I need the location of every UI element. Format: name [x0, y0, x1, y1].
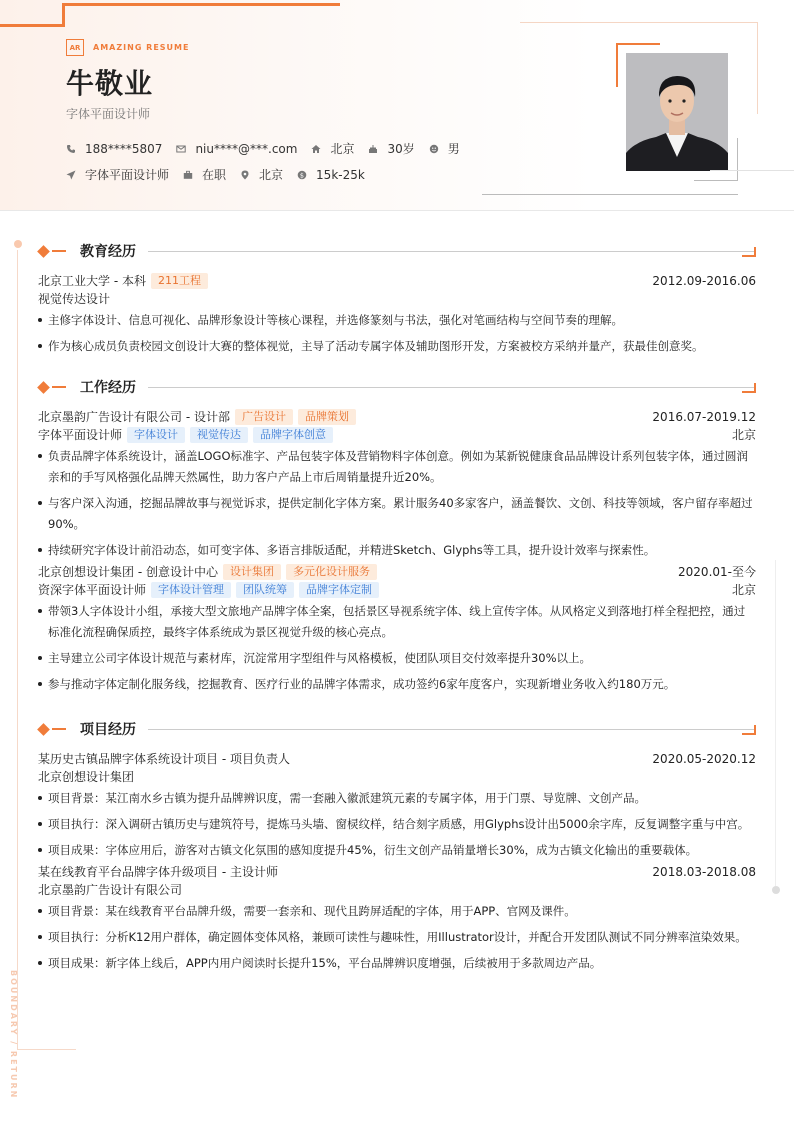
home-icon	[311, 144, 321, 154]
status-text: 在职	[202, 168, 227, 182]
phone-icon	[66, 144, 76, 154]
company-name: 北京创想设计集团 - 创意设计中心	[38, 565, 218, 579]
section-dash	[52, 250, 66, 252]
project-header	[38, 750, 756, 768]
job-header	[38, 408, 756, 426]
header-accent-line	[62, 3, 340, 6]
section-corner	[742, 725, 756, 735]
project-header	[38, 863, 756, 881]
city-text: 北京	[330, 142, 355, 156]
section-rule	[148, 387, 756, 388]
role-tag: 团队统筹	[236, 582, 294, 598]
role-tag: 品牌字体定制	[299, 582, 379, 598]
ar-logo: AR	[66, 39, 84, 56]
major: 视觉传达设计	[38, 292, 111, 306]
right-deco-line	[775, 560, 776, 886]
list-item: 项目成果：字体应用后，游客对古镇文化氛围的感知度提升45%，衍生文创产品销量增长30%，成为古镇文化输出的重要载体。	[38, 840, 756, 861]
company-name: 北京墨韵广告设计有限公司 - 设计部	[38, 410, 230, 424]
job-role: 字体平面设计师	[38, 428, 123, 442]
section-dash	[52, 386, 66, 388]
job-bullets	[38, 601, 756, 695]
role-tag: 字体设计	[127, 427, 185, 443]
cake-icon	[368, 144, 378, 154]
mail-icon	[176, 144, 186, 154]
send-icon	[66, 170, 76, 180]
info-phone	[66, 142, 162, 156]
project-name: 某历史古镇品牌字体系统设计项目 - 项目负责人	[38, 752, 290, 766]
svg-text:$: $	[299, 170, 305, 179]
candidate-name: 牛敬业	[66, 67, 154, 100]
list-item: 主导建立公司字体设计规范与素材库，沉淀常用字型组件与风格模板，使团队项目交付效率提升30%以上。	[38, 648, 756, 669]
section-title: 教育经历	[80, 244, 136, 260]
header-accent-line	[62, 3, 65, 27]
role-tag: 视觉传达	[190, 427, 248, 443]
info-city	[311, 140, 354, 157]
project-bullets	[38, 788, 756, 861]
section-header	[38, 377, 756, 397]
photo-deco-line	[694, 180, 738, 181]
list-item: 参与推动字体定制化服务线，挖掘教育、医疗行业的品牌字体需求，成功签约6家年度客户，实现新增业务收入约180万元。	[38, 674, 756, 695]
company-tag: 广告设计	[235, 409, 293, 425]
education-major-row	[38, 290, 756, 308]
info-location	[240, 166, 283, 183]
brand-text: AMAZING RESUME	[93, 43, 190, 52]
list-item: 项目背景：某江南水乡古镇为提升品牌辨识度，需一套融入徽派建筑元素的专属字体，用于门票、导览牌、文创产品。	[38, 788, 756, 809]
work-section	[38, 377, 756, 695]
school-tag: 211工程	[151, 273, 208, 289]
list-item: 项目背景：某在线教育平台品牌升级，需要一套亲和、现代且跨屏适配的字体，用于APP、官网及课件。	[38, 901, 756, 922]
gender-icon	[429, 144, 439, 154]
project-date: 2020.05-2020.12	[652, 752, 756, 766]
info-position	[66, 166, 169, 183]
location-text: 北京	[259, 168, 284, 182]
age-text: 30岁	[387, 142, 415, 156]
side-deco-text: BOUNDARY / RETURN	[9, 970, 18, 1100]
job-header	[38, 563, 756, 581]
section-dash	[52, 728, 66, 730]
education-date: 2012.09-2016.06	[652, 274, 756, 288]
project-org-row	[38, 768, 756, 786]
brand-badge	[66, 39, 189, 56]
role-tag: 品牌字体创意	[253, 427, 333, 443]
list-item: 持续研究字体设计前沿动态，如可变字体、多语言排版适配，并精进Sketch、Glyphs等工具，提升设计效率与探索性。	[38, 540, 756, 561]
project-org-row	[38, 881, 756, 899]
section-corner	[742, 247, 756, 257]
right-deco-dot	[772, 886, 780, 894]
section-header	[38, 241, 756, 261]
candidate-title: 字体平面设计师	[66, 107, 151, 121]
position-text: 字体平面设计师	[85, 168, 170, 182]
salary-icon	[297, 170, 307, 180]
diamond-icon	[37, 723, 50, 736]
side-deco-line	[17, 1049, 76, 1050]
header-deco-line	[757, 22, 758, 114]
company-tag: 品牌策划	[298, 409, 356, 425]
list-item: 带领3人字体设计小组，承接大型文旅地产品牌字体全案，包括景区导视系统字体、线上宣传字体。从风格定义到落地打样全程把控，通过标准化流程确保质控，最终字体系统成为景区视觉升级的核心亮点。	[38, 601, 756, 643]
job-intent-row	[66, 166, 379, 183]
list-item: 作为核心成员负责校园文创设计大赛的整体视觉，主导了活动专属字体及辅助图形开发，方案被校方采纳并量产，获最佳创意奖。	[38, 336, 756, 357]
job-city: 北京	[731, 428, 756, 442]
section-title: 工作经历	[80, 380, 136, 396]
list-item: 项目成果：新字体上线后，APP内用户阅读时长提升15%，平台品牌辨识度增强，后续被用于多款周边产品。	[38, 953, 756, 974]
section-header	[38, 719, 756, 739]
location-pin-icon	[240, 170, 250, 180]
job-bullets	[38, 446, 756, 561]
project-org: 北京墨韵广告设计有限公司	[38, 883, 183, 897]
job-role: 资深字体平面设计师	[38, 583, 147, 597]
job-role-row	[38, 581, 756, 599]
photo-deco-line	[482, 194, 738, 195]
school-name: 北京工业大学 - 本科	[38, 274, 146, 288]
photo-deco-line	[737, 138, 738, 181]
info-gender	[429, 140, 460, 157]
job-date: 2016.07-2019.12	[652, 410, 756, 424]
project-bullets	[38, 901, 756, 974]
section-title: 项目经历	[80, 722, 136, 738]
contact-info-row	[66, 140, 474, 157]
salary-text: 15k-25k	[316, 167, 365, 182]
project-name: 某在线教育平台品牌字体升级项目 - 主设计师	[38, 865, 278, 879]
gender-text: 男	[447, 142, 460, 156]
diamond-icon	[37, 245, 50, 258]
list-item: 与客户深入沟通，挖掘品牌故事与视觉诉求，提供定制化字体方案。累计服务40多家客户，涵盖餐饮、文创、科技等领域，客户留存率超过90%。	[38, 493, 756, 535]
list-item: 项目执行：分析K12用户群体，确定圆体变体风格，兼顾可读性与趣味性，用Illustrator设计，并配合开发团队测试不同分辨率渲染效果。	[38, 927, 756, 948]
job-date: 2020.01-至今	[678, 565, 756, 579]
side-deco-line	[17, 250, 18, 1050]
education-entry-header	[38, 272, 756, 290]
profile-photo	[626, 53, 728, 171]
info-age	[368, 140, 414, 157]
info-salary	[297, 168, 365, 182]
header-deco-line	[520, 22, 758, 23]
side-deco-dot	[14, 240, 22, 248]
info-email	[176, 142, 297, 156]
projects-section	[38, 719, 756, 974]
job-city: 北京	[731, 583, 756, 597]
photo-deco-line	[710, 170, 794, 171]
role-tag: 字体设计管理	[151, 582, 231, 598]
section-rule	[148, 251, 756, 252]
project-org: 北京创想设计集团	[38, 770, 135, 784]
section-corner	[742, 383, 756, 393]
company-tag: 多元化设计服务	[286, 564, 377, 580]
email-text: niu****@***.com	[195, 141, 298, 156]
list-item: 项目执行：深入调研古镇历史与建筑符号，提炼马头墙、窗棂纹样，结合刻字质感，用Glyphs设计出5000余字库，反复调整字重与中宫。	[38, 814, 756, 835]
diamond-icon	[37, 381, 50, 394]
education-bullets	[38, 310, 756, 357]
info-status	[183, 166, 226, 183]
phone-text: 188****5807	[85, 141, 163, 156]
section-rule	[148, 729, 756, 730]
education-section	[38, 241, 756, 357]
list-item: 负责品牌字体系统设计，涵盖LOGO标准字、产品包装字体及营销物料字体创意。例如为某新锐健康食品品牌设计系列包装字体，通过圆润亲和的手写风格强化品牌天然属性，助力客户产品上市后周销量提升近20%。	[38, 446, 756, 488]
job-role-row	[38, 426, 756, 444]
photo-frame-corner	[616, 43, 660, 45]
project-date: 2018.03-2018.08	[652, 865, 756, 879]
briefcase-icon	[183, 170, 193, 180]
photo-frame-corner	[616, 43, 618, 87]
list-item: 主修字体设计、信息可视化、品牌形象设计等核心课程，并选修篆刻与书法，强化对笔画结构与空间节奏的理解。	[38, 310, 756, 331]
company-tag: 设计集团	[223, 564, 281, 580]
header-accent-line	[0, 24, 64, 27]
